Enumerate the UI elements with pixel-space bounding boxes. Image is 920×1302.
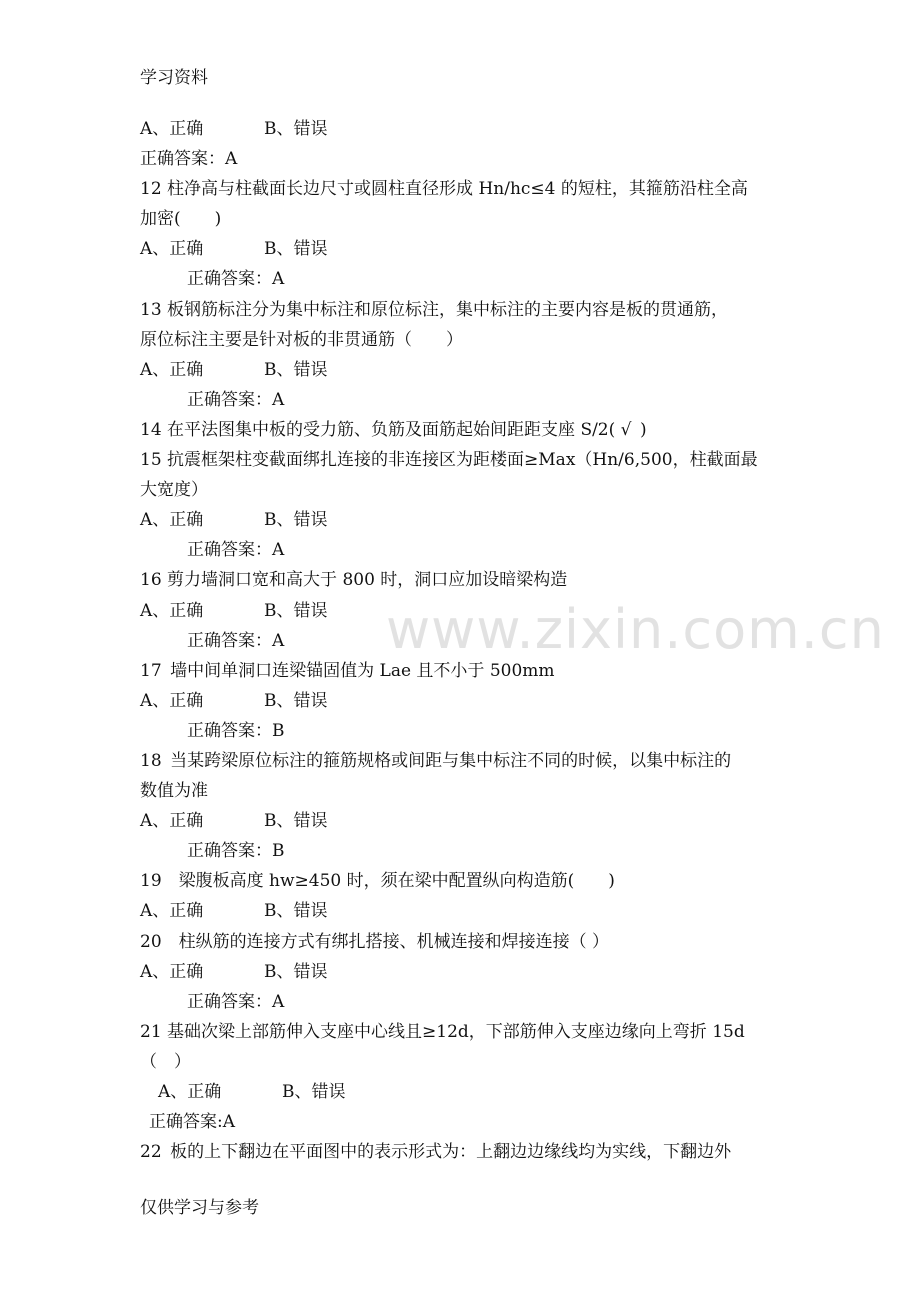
answer-options xyxy=(140,234,790,264)
question-text: 16 剪力墙洞口宽和高大于 800 时，洞口应加设暗梁构造 xyxy=(140,570,568,591)
option-b: B、错误 xyxy=(264,901,328,922)
question-text: 19 梁腹板高度 hw≥450 时，须在梁中配置纵向构造筋( ) xyxy=(140,871,615,892)
question-text: 大宽度） xyxy=(140,480,208,501)
answer-options xyxy=(140,686,790,716)
option-a: A、正确 xyxy=(140,359,204,380)
page-header: 学习资料 xyxy=(140,68,208,88)
option-b: B、错误 xyxy=(264,690,328,711)
question-text: 15 抗震框架柱变截面绑扎连接的非连接区为距楼面≥Max（Hn/6,500，柱截面最 xyxy=(140,450,758,471)
answer-options xyxy=(140,957,790,987)
answer-options xyxy=(140,355,790,385)
answer-options xyxy=(140,896,790,926)
option-b: B、错误 xyxy=(264,359,328,380)
correct-answer: 正确答案：A xyxy=(187,389,285,410)
option-a: A、正确 xyxy=(158,1082,222,1102)
option-a: A、正确 xyxy=(140,901,204,922)
question-text: 21 基础次梁上部筋伸入支座中心线且≥12d，下部筋伸入支座边缘向上弯折 15d xyxy=(140,1021,745,1042)
page-footer: 仅供学习与参考 xyxy=(140,1198,259,1218)
question-text: （ ） xyxy=(140,1051,191,1072)
option-b: B、错误 xyxy=(264,961,328,982)
question-text: 14 在平法图集中板的受力筋、负筋及面筋起始间距距支座 S/2( √ ) xyxy=(140,419,647,440)
option-a: A、正确 xyxy=(140,600,204,621)
correct-answer: 正确答案：B xyxy=(187,841,285,862)
answer-options xyxy=(140,114,790,144)
option-a: A、正确 xyxy=(140,961,204,982)
question-text: 数值为准 xyxy=(140,781,208,802)
watermark: www.zixin.com.cn xyxy=(386,598,885,661)
option-b: B、错误 xyxy=(264,510,328,531)
correct-answer: 正确答案：B xyxy=(187,720,285,741)
question-text: 18 当某跨梁原位标注的箍筋规格或间距与集中标注不同的时候，以集中标注的 xyxy=(140,750,732,771)
option-a: A、正确 xyxy=(140,239,204,260)
option-b: B、错误 xyxy=(264,600,328,621)
answer-options xyxy=(140,505,790,535)
option-b: B、错误 xyxy=(264,239,328,260)
correct-answer: 正确答案：A xyxy=(187,630,285,651)
correct-answer: 正确答案：A xyxy=(140,149,238,170)
option-b: B、错误 xyxy=(264,811,328,832)
answer-options xyxy=(140,806,790,836)
option-b: B、错误 xyxy=(282,1082,346,1102)
question-text: 17 墙中间单洞口连梁锚固值为 Lae 且不小于 500mm xyxy=(140,660,555,681)
question-text: 12 柱净高与柱截面长边尺寸或圆柱直径形成 Hn/hc≤4 的短柱，其箍筋沿柱全高 xyxy=(140,179,748,200)
correct-answer: 正确答案：A xyxy=(187,269,285,290)
option-b: B、错误 xyxy=(264,119,328,139)
option-a: A、正确 xyxy=(140,811,204,832)
option-a: A、正确 xyxy=(140,510,204,531)
correct-answer: 正确答案：A xyxy=(187,991,285,1012)
question-text: 加密( ) xyxy=(140,209,222,230)
question-text: 20 柱纵筋的连接方式有绑扎搭接、机械连接和焊接连接（ ） xyxy=(140,931,610,952)
correct-answer: 正确答案：A xyxy=(187,540,285,561)
question-text: 22 板的上下翻边在平面图中的表示形式为：上翻边边缘线均为实线，下翻边外 xyxy=(140,1142,732,1163)
question-text: 原位标注主要是针对板的非贯通筋（ ） xyxy=(140,329,463,350)
correct-answer: 正确答案:A xyxy=(149,1112,236,1133)
option-a: A、正确 xyxy=(140,690,204,711)
answer-options xyxy=(140,1077,790,1107)
question-text: 13 板钢筋标注分为集中标注和原位标注，集中标注的主要内容是板的贯通筋， xyxy=(140,299,729,320)
answer-options xyxy=(140,596,790,626)
option-a: A、正确 xyxy=(140,119,204,139)
document-body xyxy=(140,114,790,1167)
